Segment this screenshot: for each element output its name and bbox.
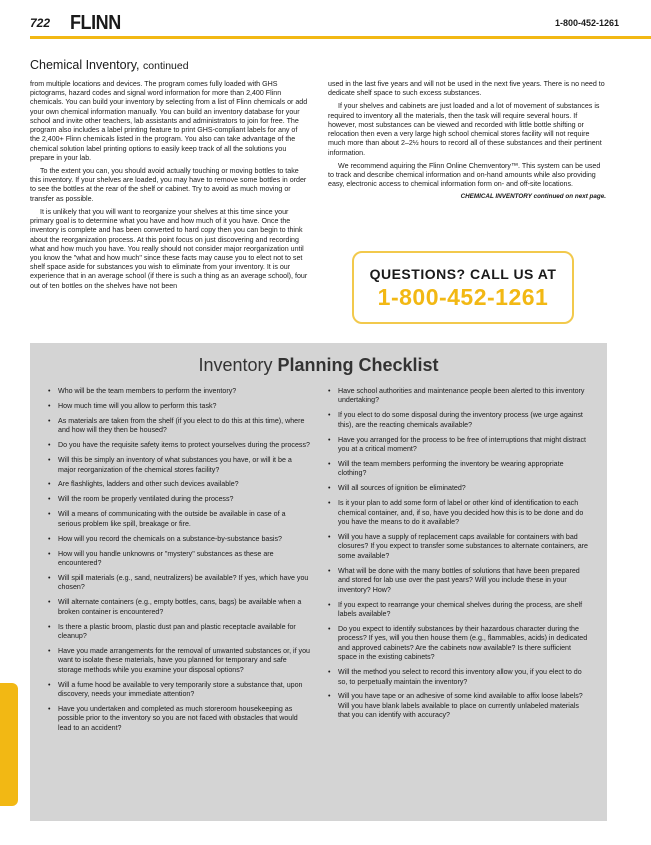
section-title	[30, 58, 189, 72]
checklist-title-light: Inventory	[198, 355, 273, 375]
checklist-item	[328, 533, 590, 561]
checklist-item-text: If you elect to do some disposal during the inventory process (we urge against this), are the reacting chemicals available?	[338, 411, 583, 429]
bullet-icon: •	[328, 387, 331, 395]
page-number: 722	[30, 16, 51, 30]
checklist-item-text: Will this be simply an inventory of what substances you have, or will it be a major reorganization of the chemical stores facility?	[58, 456, 292, 474]
body-paragraph: from multiple locations and devices. The program comes fully loaded with GHS pictograms, hazard codes and signal word information for more than 2,400 Flinn chemicals. You can build your inventory by selecting from a list of Flinn chemicals or add your own chemical information manually. You can build an inventory database for your school and invite other teachers, lab assistants and administrators to join for free. The program also includes a label printing feature to print GHS-compliant labels for any of the 2,400+ Flinn chemicals listed in the program. You also can take advantage of the chemical solution label printing options to easily keep track of all the solutions you prepare in your lab.	[30, 80, 308, 162]
checklist-item	[48, 623, 310, 642]
side-tab-marker	[0, 683, 18, 806]
bullet-icon: •	[328, 484, 331, 493]
checklist-panel	[30, 343, 607, 821]
checklist-item-text: Will all sources of ignition be eliminated?	[338, 484, 466, 493]
checklist-item-text: Will the method you select to record this inventory allow you, if you elect to do so, to perpetually maintain the inventory?	[338, 668, 582, 686]
checklist-item	[48, 480, 310, 489]
body-paragraph: To the extent you can, you should avoid actually touching or moving bottles to take this inventory. If your shelves are loaded, you may have to remove some bottles in order to see the bottles at the rear of the shelf or cabinet. Try to avoid as much moving or transfer as possible.	[30, 166, 307, 203]
checklist-item	[328, 692, 590, 720]
right-text-column	[328, 80, 606, 202]
callout-question: QUESTIONS? CALL US AT	[369, 266, 557, 282]
checklist-item	[48, 495, 310, 504]
body-paragraph: It is unlikely that you will want to reorganize your shelves at this time since your primary goal is to determine what you have and how much of it you have. Once the inventory is complete and has been converted to hard copy then you can begin to think about the reorganization process. At this point focus on just discovering and recording what and how much you have. You really should not consider major reorganization until you know the "what and how much" since these facts may cause you to elect not to set shelf space aside for substances you wish to eliminate from your inventory. It is our experience that in an average school (if there is such a thing as an average school), four out of ten bottles on the shelves have not been	[30, 207, 308, 290]
bullet-icon: •	[328, 533, 331, 542]
checklist-item	[48, 647, 310, 675]
checklist-item-text: Will you have a supply of replacement caps available for containers with bad closures? If you expect to transfer some substances to alternate containers, are some available?	[338, 533, 588, 560]
bullet-icon: •	[48, 549, 51, 558]
checklist-item-text: Will spill materials (e.g., sand, neutralizers) be available? If yes, which have you chosen?	[58, 573, 309, 592]
checklist-item-text: What will be done with the many bottles of solutions that have been prepared and stored for lab use over the past years? Will you include these in your inventory? How?	[338, 566, 580, 594]
bullet-icon: •	[48, 534, 51, 543]
checklist-right-column	[328, 387, 590, 726]
bullet-icon: •	[328, 668, 331, 677]
bullet-icon: •	[48, 680, 51, 689]
checklist-item	[328, 436, 590, 455]
bullet-icon: •	[328, 692, 331, 701]
checklist-item-text: Have you arranged for the process to be free of interruptions that might distract you at a critical moment?	[338, 435, 587, 454]
body-paragraph: used in the last five years and will not be used in the next five years. There is no need to dedicate shelf space to such excess substances.	[328, 80, 605, 98]
body-paragraph: We recommend aquiring the Flinn Online Chemventory™. This system can be used to track and describe chemical information and on-hand amounts while also providing easy, electronic access to chemical information form on- and off-site locations.	[328, 161, 601, 189]
bullet-icon: •	[48, 480, 51, 489]
checklist-item	[328, 411, 590, 430]
checklist-item-text: Have school authorities and maintenance people been alerted to this inventory undertaking?	[338, 387, 585, 405]
bullet-icon: •	[48, 416, 51, 425]
checklist-item	[328, 460, 590, 479]
header-divider	[30, 36, 651, 39]
callout-phone: 1-800-452-1261	[377, 284, 549, 310]
checklist-item-text: Is it your plan to add some form of label or other kind of identification to each chemical container, and, if so, have you decided how this is to be done and do you have the means to do it available?	[338, 499, 584, 527]
bullet-icon: •	[48, 573, 51, 582]
bullet-icon: •	[328, 435, 331, 444]
checklist-item-text: Will alternate containers (e.g., empty bottles, cans, bags) be available when a broken container is encountered?	[58, 598, 302, 616]
bullet-icon: •	[48, 387, 51, 395]
bullet-icon: •	[48, 456, 51, 465]
bullet-icon: •	[48, 646, 51, 655]
checklist-item-text: Have you made arrangements for the removal of unwanted substances or, if you want to isolate these materials, have you planned for temporary and safe storage methods while you examine your disposal options?	[58, 646, 310, 674]
checklist-item	[328, 601, 590, 620]
call-us-callout	[352, 251, 574, 324]
bullet-icon: •	[328, 411, 331, 420]
header-phone: 1-800-452-1261	[554, 18, 619, 28]
checklist-item-text: Will a fume hood be available to very temporarily store a substance that, upon discovery, needs your immediate attention?	[58, 680, 303, 699]
checklist-item	[328, 499, 590, 527]
checklist-item-text: How will you record the chemicals on a substance-by-substance basis?	[58, 534, 282, 543]
checklist-item	[328, 625, 590, 663]
checklist-item-text: How much time will you allow to perform this task?	[58, 401, 217, 410]
checklist-item-text: Will you have tape or an adhesive of some kind available to affix loose labels? Will you have blank labels available to place on currently unlabeled materials that you can identify with accuracy?	[338, 692, 583, 720]
bullet-icon: •	[328, 600, 331, 609]
checklist-item	[328, 668, 590, 687]
section-title-text: Chemical Inventory,	[30, 58, 140, 72]
checklist-item-text: Are flashlights, ladders and other such devices available?	[58, 480, 239, 489]
checklist-item	[48, 705, 310, 733]
checklist-item-text: Is there a plastic broom, plastic dust pan and plastic receptacle available for cleanup?	[58, 622, 296, 641]
left-text-column	[30, 80, 308, 295]
checklist-item-text: If you expect to rearrange your chemical shelves during the process, are shelf labels available?	[338, 600, 583, 619]
bullet-icon: •	[48, 598, 51, 607]
bullet-icon: •	[48, 510, 51, 519]
checklist-item	[328, 387, 590, 406]
checklist-item	[328, 484, 590, 493]
checklist-item-text: Do you expect to identify substances by their hazardous character during the process? If yes, will you then house them (e.g., flammables, acids) in dedicated and approved cabinets? Are the cabinets now available? Is there sufficient space in the existing cabinets?	[338, 624, 588, 662]
checklist-item	[48, 441, 310, 450]
checklist-item	[48, 535, 310, 544]
checklist-item	[48, 456, 310, 475]
checklist-item	[48, 574, 310, 593]
checklist-item	[48, 550, 310, 569]
checklist-item	[48, 598, 310, 617]
checklist-item	[48, 681, 310, 700]
checklist-item-text: Who will be the team members to perform the inventory?	[58, 387, 237, 395]
body-paragraph: If your shelves and cabinets are just loaded and a lot of movement of substances is required to inventory all the materials, then the task will require several hours. If however, most substances can be viewed and recorded with little bottle shifting or relocation then even a very large high school chemical stores facility will not require much more than about 2–2½ hours to record all of these substances and their pertinent information.	[328, 102, 602, 157]
continued-note: CHEMICAL INVENTORY continued on next page.	[460, 193, 606, 201]
checklist-title	[30, 355, 607, 376]
bullet-icon: •	[48, 495, 51, 504]
checklist-item-text: Do you have the requisite safety items to protect yourselves during the process?	[58, 441, 310, 450]
section-title-continued: continued	[143, 60, 189, 72]
bullet-icon: •	[48, 441, 51, 450]
checklist-item-text: How will you handle unknowns or "mystery" substances as these are encountered?	[58, 549, 274, 567]
checklist-item-text: Will the team members performing the inventory be wearing appropriate clothing?	[338, 460, 564, 478]
checklist-item	[48, 417, 310, 436]
bullet-icon: •	[328, 566, 331, 575]
checklist-item	[48, 402, 310, 411]
bullet-icon: •	[328, 499, 331, 508]
bullet-icon: •	[328, 624, 331, 633]
checklist-item-text: Have you undertaken and completed as much storeroom housekeeping as possible prior to the inventory so you are not faced with obstacles that would lead to an accident?	[58, 705, 298, 732]
checklist-item	[328, 567, 590, 595]
bullet-icon: •	[328, 460, 331, 469]
checklist-item-text: As materials are taken from the shelf (if you elect to do this at this time), where and how will they then be housed?	[58, 416, 305, 435]
checklist-item-text: Will the room be properly ventilated during the process?	[58, 495, 234, 504]
checklist-item	[48, 387, 310, 396]
checklist-item-text: Will a means of communicating with the outside be available in case of a serious problem like spill, breakage or fire.	[58, 510, 286, 528]
brand-logo: FLINN	[70, 12, 121, 34]
checklist-item	[48, 510, 310, 529]
bullet-icon: •	[48, 622, 51, 631]
checklist-title-bold: Planning Checklist	[277, 355, 439, 375]
bullet-icon: •	[48, 401, 51, 410]
checklist-left-column	[48, 387, 310, 739]
bullet-icon: •	[48, 705, 51, 714]
